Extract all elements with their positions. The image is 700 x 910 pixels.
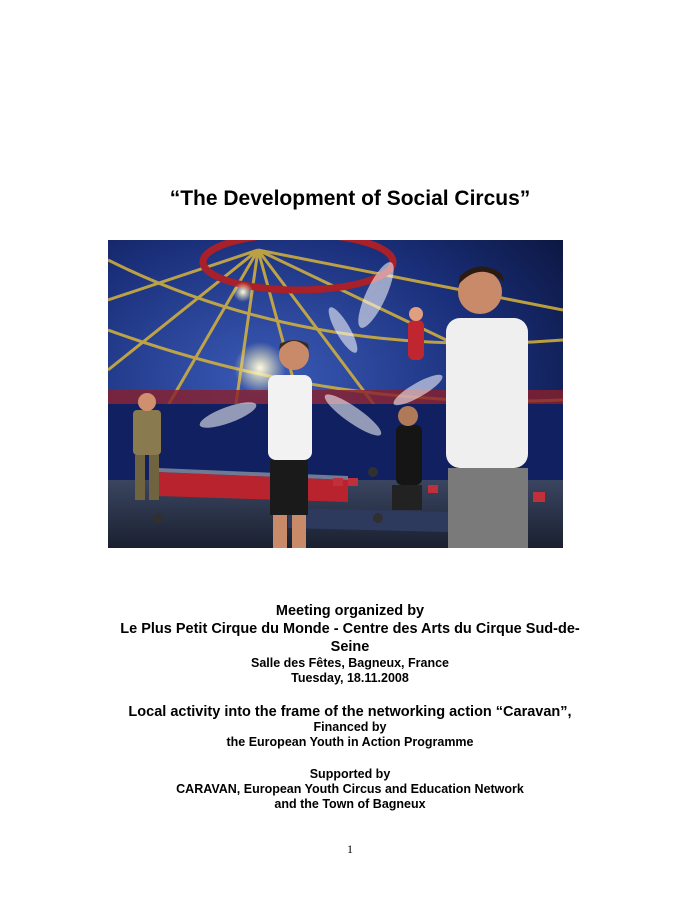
supporter-line-2: and the Town of Bagneux <box>274 797 426 811</box>
organizer-line-1: Le Plus Petit Cirque du Monde - Centre des Arts du Cirque Sud-de- <box>120 621 580 637</box>
supporter-line-1: CARAVAN, European Youth Circus and Education Network <box>176 782 524 796</box>
meeting-heading: Meeting organized by <box>275 603 425 619</box>
meeting-date: Tuesday, 18.11.2008 <box>291 671 409 685</box>
supported-by-heading: Supported by <box>309 767 391 781</box>
circus-juggling-photo <box>108 240 563 548</box>
document-title: “The Development of Social Circus” <box>169 187 531 210</box>
venue: Salle des Fêtes, Bagneux, France <box>251 656 449 670</box>
organizer-line-2: Seine <box>330 639 370 655</box>
financed-by: Financed by <box>313 720 387 734</box>
programme: the European Youth in Action Programme <box>226 735 474 749</box>
activity-line: Local activity into the frame of the networking action “Caravan”, <box>128 704 572 720</box>
page-number: 1 <box>347 842 353 856</box>
